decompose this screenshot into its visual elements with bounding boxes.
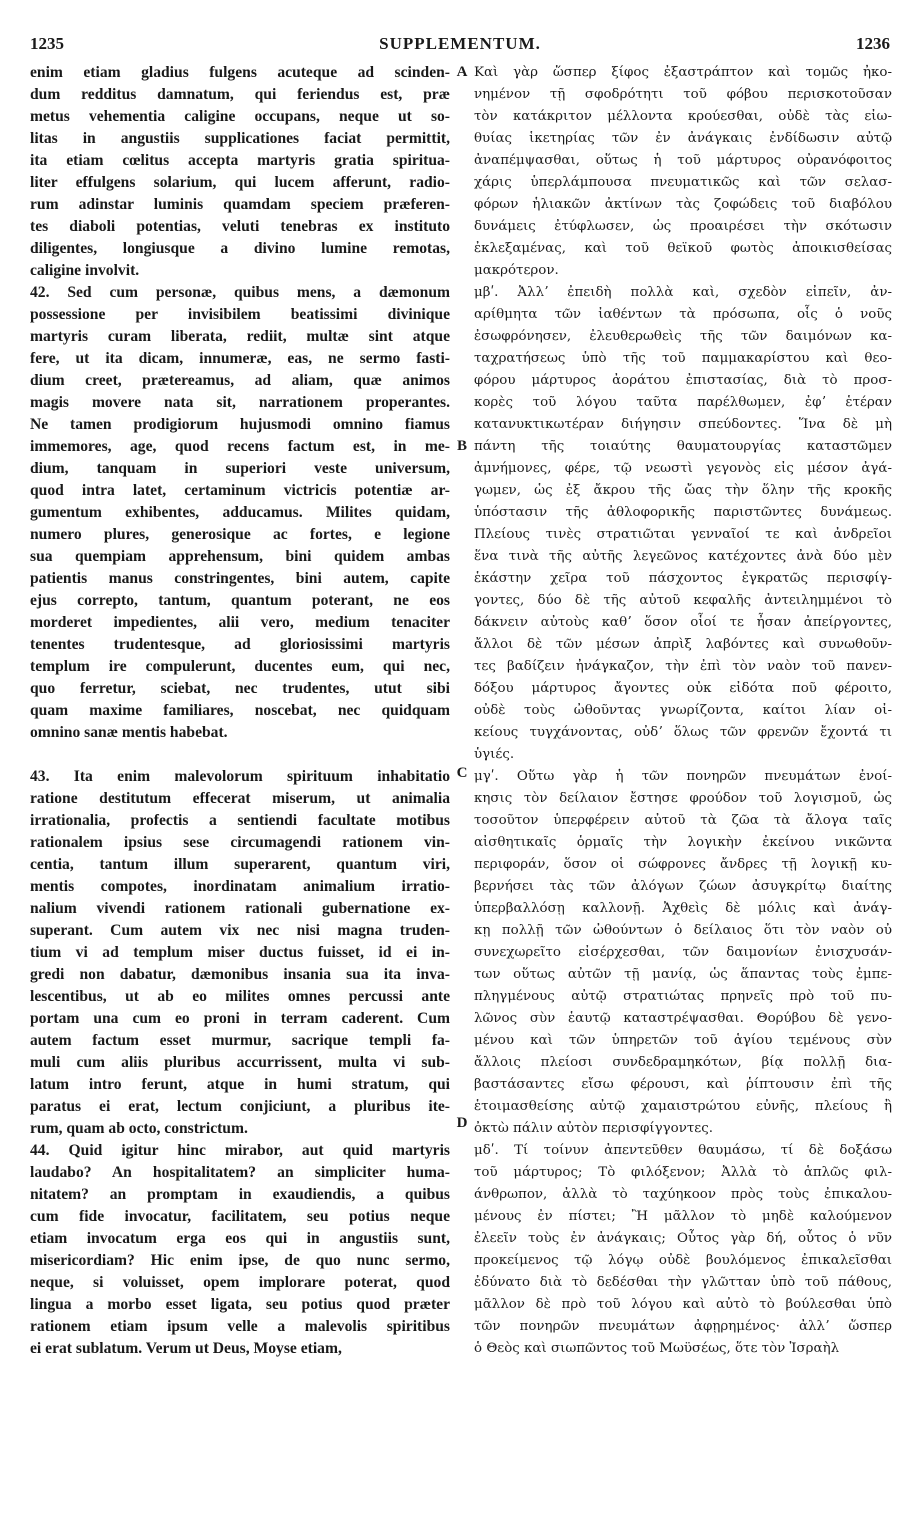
greek-text-line: συνεχωρεῖτο εἰσέρχεσθαι, τῶν δαιμονίων ἐνισχυσάν-: [474, 945, 892, 960]
greek-text-line: λῶνος σὺν ἑαυτῷ καταστρέψασθαι. Θορύβου δὲ γενο-: [474, 1011, 892, 1026]
latin-text-line: litas in angustiis supplicationes faciat permittit,: [30, 130, 450, 147]
greek-text-line: περιφοράν, ὅσον οἱ σώφρονες ἄνδρες τῇ λογικῇ κυ-: [474, 857, 892, 872]
latin-text-line: omnino sanæ mentis habebat.: [30, 724, 228, 741]
greek-text-line: ἀναπέμψασθαι, οὕτως ἡ τοῦ μάρτυρος οὐρανόφοιτος: [474, 153, 892, 168]
greek-text-line: κείους τυγχάνοντας, οὐδʼ ὅλως τῶν φρενῶν ἔχοντά τι: [474, 725, 892, 740]
latin-column: [30, 62, 450, 1360]
latin-text-line: fere, ut ita dicam, innumeræ, eas, ne sermo fasti-: [30, 350, 450, 367]
latin-text-line: quo ferretur, sciebat, nec trudentes, utut sibi: [30, 680, 450, 697]
latin-text-line: quod intra latet, certaminum victricis potentiæ ar-: [30, 482, 450, 499]
greek-text-line: ὑπόστασιν τῆς ἀθλοφορικῆς παριστῶντες δυνάμεως.: [474, 505, 892, 520]
latin-text-line: rum, quam ab octo, constrictum.: [30, 1120, 248, 1137]
greek-text-line: κατανυκτικωτέραν διήγησιν σπεύδοντες. Ἵνα δὲ μὴ: [474, 417, 892, 432]
latin-text-line: enim etiam gladius fulgens acuteque ad scinden-: [30, 64, 450, 81]
greek-text-line: κῃ πολλῇ τῶν ὠθούντων ὁ δείλαιος ὅτι τὸν ναὸν οὐ: [474, 923, 892, 938]
greek-text-line: τοῦ μάρτυρος; Τὸ φιλόξενον; Ἀλλὰ τὸ ἁπλῶς φιλ-: [474, 1165, 892, 1180]
greek-text-line: μδʹ. Τί τοίνυν ἀπεντεῦθεν θαυμάσω, τί δὲ δοξάσω: [474, 1143, 892, 1158]
latin-text-line: nitatem? an promptam in exaudiendis, a quibus: [30, 1186, 450, 1203]
greek-text-line: ἐδύνατο διὰ τὸ δεδέσθαι τὴν γλῶτταν ὑπὸ τοῦ πάθους,: [474, 1275, 892, 1290]
greek-text-line: ὑγιές.: [474, 747, 515, 762]
greek-text-line: ὀκτὼ πάλιν αὐτὸν περισφίγγοντες.: [474, 1121, 713, 1136]
greek-text-line: μβʹ. Ἀλλʼ ἐπειδὴ πολλὰ καὶ, σχεδὸν εἰπεῖν, ἀν-: [474, 285, 892, 300]
greek-text-line: αρίθμητα τῶν ἰαθέντων τὰ πρόσωπα, οἷς ὁ νοῦς: [474, 307, 892, 322]
greek-text-line: δόξου μάρτυρος ἄγοντες οὐκ εἰδότα ποῦ φέροιτο,: [474, 681, 892, 696]
latin-text-line: paratus ei erat, lectum conjiciunt, a pluribus ite-: [30, 1098, 450, 1115]
greek-text-line: μακρότερον.: [474, 263, 559, 278]
latin-text-line: neque, si voluisset, opem implorare poterat, quod: [30, 1274, 450, 1291]
latin-text-line: immemores, age, quod recens factum est, in me-: [30, 438, 450, 455]
latin-text-line: nalium vivendi rationem rationali gubernatione ex-: [30, 900, 450, 917]
latin-text-line: tenentes trudentesque, ad gloriosissimi martyris: [30, 636, 450, 653]
greek-text-line: τῶν πονηρῶν πνευμάτων ἀφῃρημένος· ἀλλʼ ὥσπερ: [474, 1319, 892, 1334]
latin-text-line: Ne tamen prodigiorum hujusmodi omnino fiamus: [30, 416, 450, 433]
margin-marker-a: A: [456, 64, 468, 80]
greek-text-line: άνθρωπον, ἀλλὰ τὸ ταχύηκοον πρὸς τοὺς ἐπικαλου-: [474, 1187, 892, 1202]
greek-text-line: τὸν κατάκριτον μέλλοντα κρούεσθαι, οὐδὲ τὰς εἰω-: [474, 109, 892, 124]
greek-text-line: ὁ Θεὸς καὶ σιωπῶντος τοῦ Μωϋσέως, ὅτε τὸν Ἰσραὴλ: [474, 1341, 840, 1356]
greek-text-line: βαστάσαντες εἴσω φέρουσι, καὶ ῥίπτουσιν ἐπὶ τῆς: [474, 1077, 892, 1092]
greek-text-line: ἐλεεῖν τοὺς ἐν ἀνάγκαις; Οὗτος γὰρ δή, οὗτος ὁ νῦν: [474, 1231, 892, 1246]
latin-blank-line: [30, 744, 450, 766]
greek-text-line: ἕνα τινὰ τῆς αὐτῆς λεγεῶνος κατέχοντες ἀνὰ δύο μὲν: [474, 549, 892, 564]
greek-text-line: δυνάμεις ἐτύφλωσεν, ὡς προαιρέσει τὴν σκότωσιν: [474, 219, 892, 234]
latin-text-line: rationem etiam ipsum velle a malevolis spiritibus: [30, 1318, 450, 1335]
page-number-left: 1235: [30, 34, 64, 53]
latin-text-line: latum intro ferunt, atque in humi stratum, qui: [30, 1076, 450, 1093]
margin-marker-c: C: [456, 765, 468, 781]
latin-text-line: 43. Ita enim malevolorum spirituum inhabitatio: [30, 768, 450, 785]
greek-text-line: ἑτοιμασθείσης αὐτῷ χαμαιστρώτου εὐνῆς, πλείους ἢ: [474, 1099, 892, 1114]
margin-marker-b: B: [456, 438, 467, 454]
latin-text-line: 44. Quid igitur hinc mirabor, aut quid martyris: [30, 1142, 450, 1159]
latin-text-line: misericordiam? Hic enim ipse, de quo nunc sermo,: [30, 1252, 450, 1269]
greek-text-line: προκείμενος τῷ λόγῳ οὐδὲ βουλόμενος ἐπικαλεῖσθαι: [474, 1253, 892, 1268]
greek-text-line: φόρων ἡλιακῶν ἀκτίνων τὰς ζοφώδεις τοῦ διαβόλου: [474, 197, 892, 212]
greek-text-line: θυίας ἱκετηρίας τῶν ἐν ἀνάγκαις ἐνδίδωσιν αὐτῷ: [474, 131, 892, 146]
latin-text-line: liter effulgens solarium, qui lucem afferunt, radio-: [30, 174, 450, 191]
latin-text-line: irrationalia, profectis a sentiendi facultate motibus: [30, 812, 450, 829]
greek-text-line: δάκνειν αὐτοὺς καθʼ ὅσον οἷοί τε ἦσαν ἀπείργοντες,: [474, 615, 892, 630]
greek-text-line: ταχρατήσεως ὑπὸ τῆς τοῦ παμμακαρίστου καὶ θεο-: [474, 351, 892, 366]
greek-text-line: βερνήσει τὰς τῶν ἀλόγων ζώων ἀσυγκρίτῳ διαίτης: [474, 879, 892, 894]
greek-text-line: μᾶλλον δὲ πρὸ τοῦ λόγου καὶ αὐτὸ τὸ βούλεσθαι ὑπὸ: [474, 1297, 892, 1312]
greek-text-line: μένου καὶ τῶν ὑπηρετῶν τοῦ ἁγίου τεμένους σὺν: [474, 1033, 892, 1048]
latin-text-line: possessione per invisibilem beatissimi divinique: [30, 306, 450, 323]
greek-text-line: γωμεν, ὡς ἐξ ἄκρου τῆς ὤας τὴν ὅλην τῆς κροκῆς: [474, 483, 892, 498]
latin-text-line: ita etiam cœlitus accepta martyris gratia spiritua-: [30, 152, 450, 169]
latin-text-line: numero plures, generosique ac fortes, e legione: [30, 526, 450, 543]
greek-text-line: ἀμνήμονες, φέρε, τῷ νεωστὶ γεγονὸς εἰς μέσον ἀγά-: [474, 461, 892, 476]
latin-text-line: mentis compotes, inordinatam animalium irratio-: [30, 878, 450, 895]
latin-text-line: cum fide invocatur, facilitatem, seu potius neque: [30, 1208, 450, 1225]
greek-text-line: οὐδὲ τοὺς ὠθοῦντας γνωρίζοντα, καίτοι λίαν οἰ-: [474, 703, 892, 718]
latin-text-line: caligine involvit.: [30, 262, 140, 279]
greek-text-line: χάρις ὑπερλάμπουσα πνευματικῶς καὶ τῶν σελασ-: [474, 175, 892, 190]
latin-text-line: etiam invocatum erga eos qui in angustiis sunt,: [30, 1230, 450, 1247]
latin-text-line: tes diaboli potentias, veluti tenebras ex instituto: [30, 218, 450, 235]
greek-text-line: ἄλλοις πλείοσι συνδεδραμηκότων, βίᾳ πολλῇ δια-: [474, 1055, 892, 1070]
latin-text-line: sua quempiam apprehensum, bini quidem ambas: [30, 548, 450, 565]
latin-text-line: superant. Cum autem vix nec nisi magna truden-: [30, 922, 450, 939]
latin-text-line: rationalem ipsius sese circumagendi rationem vin-: [30, 834, 450, 851]
latin-text-line: lingua a morbo esset ligata, seu potius quod præter: [30, 1296, 450, 1313]
latin-text-line: ratione destitutum effecerat miserum, ut animalia: [30, 790, 450, 807]
latin-text-line: lescentibus, ut ab eo milites omnes percussi ante: [30, 988, 450, 1005]
running-title: SUPPLEMENTUM.: [379, 34, 541, 53]
latin-text-line: 42. Sed cum personæ, quibus mens, a dæmonum: [30, 284, 450, 301]
greek-text-line: μένους ἐν πίστει; Ἢ μᾶλλον τὸ μηδὲ καλούμενον: [474, 1209, 892, 1224]
latin-text-line: gredi non dabatur, dæmonibus insania sua ita inva-: [30, 966, 450, 983]
greek-text-line: κησις τὸν δείλαιον ἔστησε φρούδον τοῦ λογισμοῦ, ὡς: [474, 791, 892, 806]
latin-text-line: patientis manus constringentes, bini autem, capite: [30, 570, 450, 587]
greek-text-line: αἰσθητικαῖς ὁρμαῖς τὴν λογικὴν ἐκείνου νικῶντα: [474, 835, 892, 850]
latin-text-line: martyris curam liberata, rediit, multæ sint atque: [30, 328, 450, 345]
latin-text-line: ejus correpto, tantum, quantum poterant, ne eos: [30, 592, 450, 609]
latin-text-line: rum adinstar luminis quamdam speciem præferen-: [30, 196, 450, 213]
greek-text-line: ἐσωφρόνησεν, ἐλευθερωθεὶς τῆς τῶν δαιμόνων κα-: [474, 329, 892, 344]
greek-text-line: νημένον τῇ σφοδρότητι τοῦ φόβου περισκοτοῦσαν: [474, 87, 892, 102]
greek-text-line: μγʹ. Οὕτω γὰρ ἡ τῶν πονηρῶν πνευμάτων ἐνοί-: [474, 769, 892, 784]
latin-text-line: metus vehementia caligine occupans, neque ut so-: [30, 108, 450, 125]
latin-text-line: morderet impedientes, alii vero, medium tenaciter: [30, 614, 450, 631]
greek-text-line: Καὶ γὰρ ὥσπερ ξίφος ἐξαστράπτον καὶ τομῶς ἠκο-: [474, 65, 892, 80]
latin-text-line: templum ire compulerunt, ducentes eum, qui nec,: [30, 658, 450, 675]
latin-text-line: ei erat sublatum. Verum ut Deus, Moyse etiam,: [30, 1340, 342, 1357]
running-header: [30, 34, 890, 56]
greek-text-line: φόρου μάρτυρος ἀοράτου ἐπιστασίας, διὰ τὸ προσ-: [474, 373, 892, 388]
greek-text-line: ἑκάστην χεῖρα τοῦ πάσχοντος ἐγκρατῶς περισφίγ-: [474, 571, 892, 586]
greek-column: [474, 62, 892, 1360]
greek-text-line: ἐκλεξαμένας, καὶ τοῦ θεϊκοῦ φωτὸς ἀποικισθείσας: [474, 241, 892, 256]
margin-marker-d: D: [456, 1115, 468, 1131]
greek-text-line: γοντες, δύο δὲ τῆς αὐτοῦ κεφαλῆς ἀντειλημμένοι τὸ: [474, 593, 892, 608]
latin-text-line: dum redditus damnatum, qui feriendus est, præ: [30, 86, 450, 103]
latin-text-line: tium vi ad templum miser ductus fuisset, id ei in-: [30, 944, 450, 961]
greek-text-line: πάντη τῆς τοιαύτης θαυματουργίας καταστῶμεν: [474, 439, 892, 454]
greek-text-line: τες βαδίζειν ἠνάγκαζον, τὴν ἐπὶ τὸν ναὸν τοῦ πανεν-: [474, 659, 892, 674]
greek-text-line: τοσοῦτον ὑπερφέρειν αὐτοῦ τὰ ζῶα τὰ ἄλογα ταῖς: [474, 813, 892, 828]
latin-text-line: dium, tanquam in superiori veste universum,: [30, 460, 450, 477]
latin-text-line: portam una cum eo proni in terram caderent. Cum: [30, 1010, 450, 1027]
latin-text-line: autem factum esset murmur, sacrique templi fa-: [30, 1032, 450, 1049]
page-number-right: 1236: [856, 34, 890, 53]
greek-text-line: κορὲς τοῦ λόγου ταῦτα παρέλθωμεν, ἐφʼ ἑτέραν: [474, 395, 892, 410]
latin-text-line: muli cum aliis pluribus accurrissent, multa vi sub-: [30, 1054, 450, 1071]
latin-text-line: diligentes, longiusque a divino lumine remotas,: [30, 240, 450, 257]
latin-text-line: quam maxime familiares, noscebat, nec quidquam: [30, 702, 450, 719]
greek-text-line: ἄλλοι δὲ τῶν μέσων ἀπρὶξ λαβόντες καὶ συνωθοῦν-: [474, 637, 892, 652]
latin-text-line: dium creet, prætereamus, ad aliam, quæ animos: [30, 372, 450, 389]
greek-text-line: πληγμένους αὐτῷ στρατιώτας πρηνεῖς πρὸ τοῦ πυ-: [474, 989, 892, 1004]
greek-text-line: των οὕτως αὐτῶν τῇ μανίᾳ, ὡς ἅπαντας τοὺς ἐμπε-: [474, 967, 892, 982]
latin-text-line: centia, tantum illum superarent, quantum viri,: [30, 856, 450, 873]
latin-text-line: laudabo? An hospitalitatem? an simpliciter huma-: [30, 1164, 450, 1181]
latin-text-line: gumentum exhibentes, adducamus. Milites quidam,: [30, 504, 450, 521]
latin-text-line: magis movere nata sit, narrationem properantes.: [30, 394, 450, 411]
greek-text-line: Πλείους τινὲς στρατιῶται γενναῖοί τε καὶ ἀνδρεῖοι: [474, 527, 892, 542]
greek-text-line: ὑπερβαλλόσῃ καλλονῇ. Ἀχθεὶς δὲ μόλις καὶ ἀνάγ-: [474, 901, 892, 916]
